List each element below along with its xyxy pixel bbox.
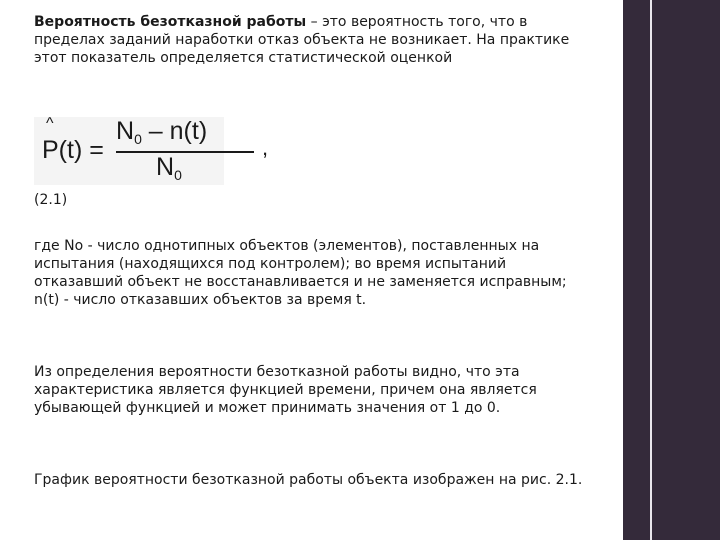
- sidebar-stripe: [650, 0, 652, 540]
- formula-denominator: [156, 153, 182, 183]
- term-highlight: Вероятность безотказной работы: [34, 14, 307, 30]
- intro-paragraph: [34, 13, 594, 67]
- denominator-sub: 0: [174, 167, 182, 183]
- fraction-bar: [116, 151, 254, 153]
- decorative-sidebar: [623, 0, 720, 540]
- intro-text: – это вероятность того, что в пределах заданий наработки отказ объекта не возникает. На практике этот показатель определяется статистической оценкой: [34, 14, 570, 66]
- formula-lhs: P(t) =: [42, 136, 104, 164]
- where-paragraph: где No - число однотипных объектов (элементов), поставленных на испытания (находящихся под контролем); во время испытаний отказавший объект не восстанавливается и не заменяется исправным; n(t) - число отказавших объектов за время t.: [34, 238, 567, 308]
- formula-hat: ^: [46, 115, 54, 132]
- numerator-sub: 0: [134, 131, 142, 147]
- graph-reference-paragraph: График вероятности безотказной работы объекта изображен на рис. 2.1.: [34, 472, 583, 488]
- formula-comma: ,: [262, 135, 269, 160]
- reliability-formula: [34, 115, 269, 185]
- numerator-rest: – n(t): [141, 117, 208, 145]
- equation-number: (2.1): [34, 192, 68, 208]
- formula-numerator: [116, 117, 207, 147]
- numerator-n: N: [116, 117, 135, 145]
- denominator-n: N: [156, 153, 175, 181]
- definition-paragraph: Из определения вероятности безотказной работы видно, что эта характеристика является функцией времени, причем она является убывающей функцией и может принимать значения от 1 до 0.: [34, 364, 537, 416]
